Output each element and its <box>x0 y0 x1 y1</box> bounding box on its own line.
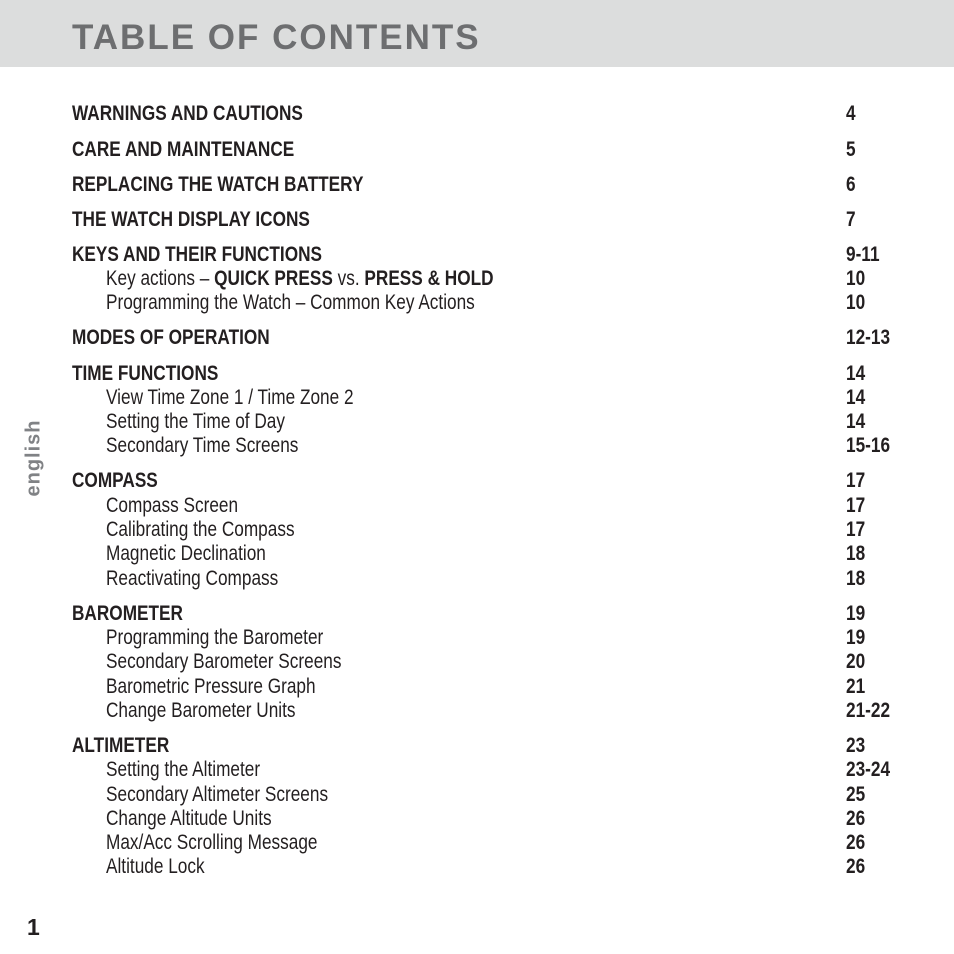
page-number: 1 <box>27 914 40 940</box>
toc-entry-page: 10 <box>846 267 866 290</box>
toc-entry-title: WARNINGS AND CAUTIONS <box>72 102 303 125</box>
toc-entry-title: Secondary Altimeter Screens <box>106 783 329 806</box>
toc-entry-page: 12-13 <box>846 326 891 349</box>
toc-entry-page: 21 <box>846 675 866 698</box>
toc-entry-secondary-altimeter[interactable] <box>0 783 954 807</box>
quick-press-term: QUICK PRESS <box>214 267 333 290</box>
toc-entry-compass[interactable] <box>0 469 954 493</box>
toc-entry-altimeter[interactable] <box>0 734 954 758</box>
toc-entry-page: 18 <box>846 542 866 565</box>
toc-entry-max-acc[interactable] <box>0 831 954 855</box>
toc-entry-battery[interactable] <box>0 173 954 197</box>
toc-entry-reactivating-compass[interactable] <box>0 567 954 591</box>
toc-entry-title: Compass Screen <box>106 494 239 517</box>
toc-entry-setting-altimeter[interactable] <box>0 758 954 782</box>
toc-entry-key-actions[interactable] <box>0 267 954 291</box>
toc-entry-page: 26 <box>846 855 866 878</box>
key-actions-prefix: Key actions – <box>106 267 215 290</box>
toc-entry-page: 17 <box>846 494 866 517</box>
toc-entry-page: 14 <box>846 410 866 433</box>
toc-entry-compass-screen[interactable] <box>0 494 954 518</box>
toc-entry-title: Change Altitude Units <box>106 807 272 830</box>
toc-entry-title: COMPASS <box>72 469 158 492</box>
press-hold-term: PRESS & HOLD <box>364 267 494 290</box>
toc-entry-display-icons[interactable] <box>0 208 954 232</box>
toc-entry-title: View Time Zone 1 / Time Zone 2 <box>106 386 354 409</box>
toc-entry-view-time-zone[interactable] <box>0 386 954 410</box>
toc-entry-title: ALTIMETER <box>72 734 170 757</box>
toc-entry-page: 26 <box>846 831 866 854</box>
toc-entry-care[interactable] <box>0 138 954 162</box>
toc-entry-page: 19 <box>846 626 866 649</box>
toc-entry-title: Setting the Altimeter <box>106 758 261 781</box>
toc-entry-title: Programming the Barometer <box>106 626 324 649</box>
toc-entry-title: Altitude Lock <box>106 855 205 878</box>
toc-entry-secondary-barometer[interactable] <box>0 650 954 674</box>
toc-entry-title: REPLACING THE WATCH BATTERY <box>72 173 364 196</box>
toc-entry-title: CARE AND MAINTENANCE <box>72 138 295 161</box>
toc-entry-keys[interactable] <box>0 243 954 267</box>
toc-entry-time-functions[interactable] <box>0 362 954 386</box>
toc-entry-title: Barometric Pressure Graph <box>106 675 316 698</box>
toc-entry-page: 19 <box>846 602 866 625</box>
toc-entry-page: 6 <box>846 173 856 196</box>
toc-entry-page: 25 <box>846 783 866 806</box>
toc-entry-barometer-units[interactable] <box>0 699 954 723</box>
toc-entry-page: 23-24 <box>846 758 891 781</box>
toc-entry-page: 20 <box>846 650 866 673</box>
toc-entry-title: Setting the Time of Day <box>106 410 285 433</box>
toc-entry-title <box>106 267 494 291</box>
toc-entry-page: 14 <box>846 362 866 385</box>
toc-entry-page: 4 <box>846 102 856 125</box>
toc-entry-pressure-graph[interactable] <box>0 675 954 699</box>
toc-entry-title: Calibrating the Compass <box>106 518 295 541</box>
toc-entry-title: Secondary Time Screens <box>106 434 299 457</box>
toc-entry-page: 21-22 <box>846 699 891 722</box>
toc-entry-modes[interactable] <box>0 326 954 350</box>
toc-entry-page: 26 <box>846 807 866 830</box>
toc-entry-title: TIME FUNCTIONS <box>72 362 219 385</box>
toc-entry-page: 17 <box>846 518 866 541</box>
toc-entry-magnetic-declination[interactable] <box>0 542 954 566</box>
language-tab: english <box>22 419 45 497</box>
toc-entry-barometer[interactable] <box>0 602 954 626</box>
toc-entry-title: KEYS AND THEIR FUNCTIONS <box>72 243 323 266</box>
toc-entry-title: Change Barometer Units <box>106 699 296 722</box>
toc-entry-page: 17 <box>846 469 866 492</box>
toc-entry-programming-barometer[interactable] <box>0 626 954 650</box>
toc-entry-page: 7 <box>846 208 856 231</box>
toc-entry-title: MODES OF OPERATION <box>72 326 270 349</box>
toc-entry-page: 23 <box>846 734 866 757</box>
toc-entry-title: Secondary Barometer Screens <box>106 650 342 673</box>
toc-entry-page: 14 <box>846 386 866 409</box>
toc-entry-title: Reactivating Compass <box>106 567 279 590</box>
toc-entry-page: 9-11 <box>846 243 880 266</box>
toc-entry-secondary-time[interactable] <box>0 434 954 458</box>
toc-entry-altitude-units[interactable] <box>0 807 954 831</box>
toc-entry-warnings[interactable] <box>0 102 954 126</box>
toc-entry-page: 10 <box>846 291 866 314</box>
toc-entry-title: Programming the Watch – Common Key Actions <box>106 291 475 314</box>
toc-entry-programming-common[interactable] <box>0 291 954 315</box>
toc-entry-page: 18 <box>846 567 866 590</box>
toc-entry-title: Max/Acc Scrolling Message <box>106 831 318 854</box>
toc-entry-page: 5 <box>846 138 856 161</box>
header-band <box>0 0 954 67</box>
toc-entry-altitude-lock[interactable] <box>0 855 954 879</box>
toc-entry-page: 15-16 <box>846 434 891 457</box>
page-title: TABLE OF CONTENTS <box>72 18 481 57</box>
versus-text: vs. <box>332 267 365 290</box>
toc-entry-setting-time[interactable] <box>0 410 954 434</box>
toc-entry-title: BAROMETER <box>72 602 183 625</box>
toc-entry-title: THE WATCH DISPLAY ICONS <box>72 208 310 231</box>
toc-entry-title: Magnetic Declination <box>106 542 266 565</box>
toc-entry-calibrating-compass[interactable] <box>0 518 954 542</box>
